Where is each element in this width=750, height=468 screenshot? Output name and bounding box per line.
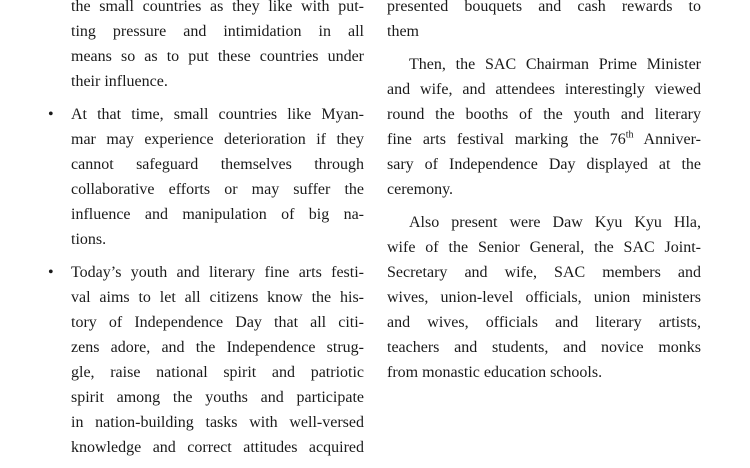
paragraph [387,210,701,385]
list-item [48,102,364,252]
text-line: tions. [71,231,107,248]
text-line: in nation-building tasks with well-versed [71,414,364,431]
text-line: ting pressure and intimidation in all [71,23,364,40]
paragraph [387,52,701,202]
text-line: from monastic education schools. [387,364,603,381]
right-column [387,0,701,393]
text-line [387,127,701,152]
list-item [48,0,364,94]
text-line: knowledge and correct attitudes acquired [71,439,364,456]
text-line: Secretary and wife, SAC members and [387,264,701,281]
text-line: Today’s youth and literary fine arts festi- [71,264,364,281]
text-line: presented bouquets and cash rewards to [387,0,701,15]
text-line: collaborative efforts or may suffer the [71,181,364,198]
text-line: round the booths of the youth and literary [387,106,701,123]
text-line: At that time, small countries like Myan- [71,106,364,123]
text-line: wife of the Senior General, the SAC Joint- [387,239,701,256]
text-line: spirit among the youths and participate [71,389,364,406]
list-item [48,260,364,460]
text-line: and wife, and attendees interestingly viewed [387,81,701,98]
text-line: gle, raise national spirit and patriotic [71,364,364,381]
text-line: their influence. [71,73,168,90]
text-fragment: Anniver- [633,131,701,148]
text-line: wives, union-level officials, union ministers [387,289,701,306]
text-line: and wives, officials and literary artists, [387,314,701,331]
text-line: val aims to let all citizens know the his- [71,289,364,306]
text-line: influence and manipulation of big na- [71,206,364,223]
ordinal-suffix: th [625,129,634,141]
text-line: mar may experience deterioration if they [71,131,364,148]
text-line: the small countries as they like with put- [71,0,364,15]
text-line: tory of Independence Day that all citi- [71,314,364,331]
text-line: them [387,23,419,40]
text-line: sary of Independence Day displayed at the [387,156,701,173]
text-line: Also present were Daw Kyu Kyu Hla, [409,214,701,231]
text-line: ceremony. [387,181,454,198]
bullet-icon: • [48,264,54,281]
text-line: zens adore, and the Independence strug- [71,339,364,356]
text-line: cannot safeguard themselves through [71,156,364,173]
text-fragment: fine arts festival marking the 76 [387,131,626,148]
paragraph [387,0,701,44]
text-line: teachers and students, and novice monks [387,339,701,356]
text-line: means so as to put these countries under [71,48,364,65]
bullet-icon: • [48,106,54,123]
left-column [48,0,364,468]
text-line: Then, the SAC Chairman Prime Minister [409,56,701,73]
